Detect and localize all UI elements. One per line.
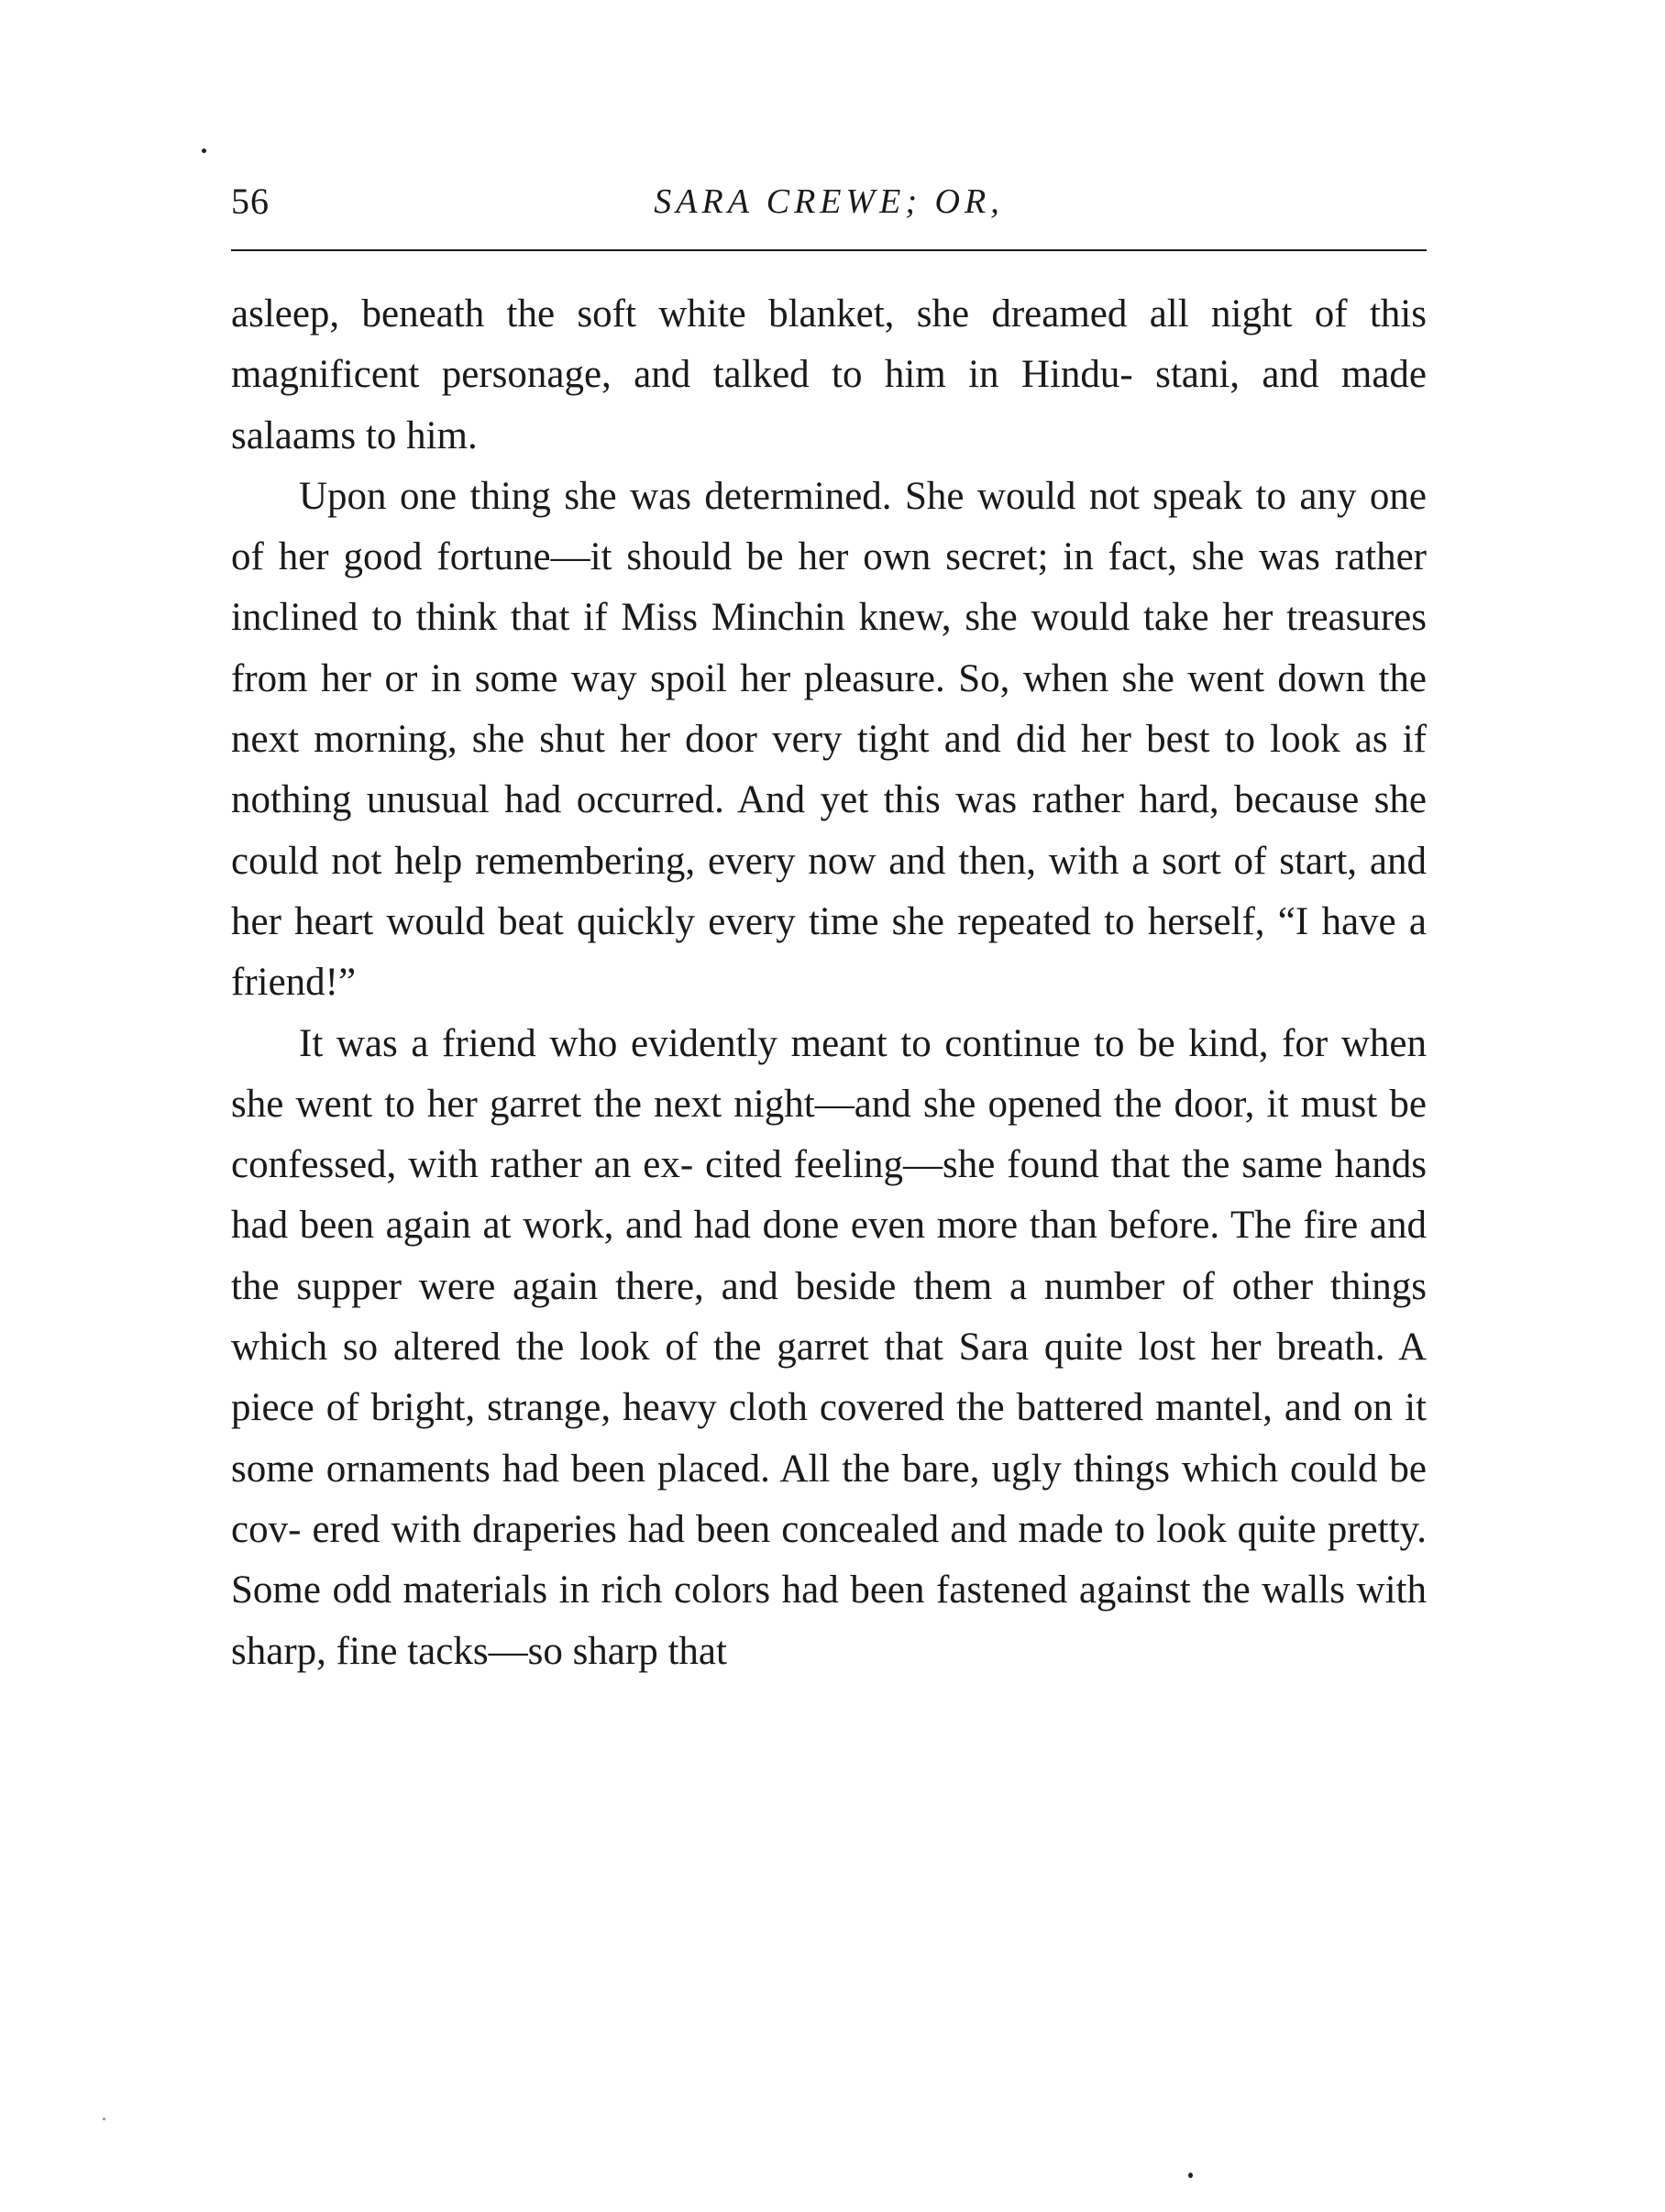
- header-rule: [231, 249, 1427, 251]
- paragraph: It was a friend who evidently meant to continue to be kind, for when she went to her garret the next night—and she opened the door, it must be confessed, with rather an ex- cited feeling—she found that the same hands had been again at work, and had done even more than before. The fire and the supper were again there, and beside them a number of other things which so altered the look of the garret that Sara quite lost her breath. A piece of bright, strange, heavy cloth covered the battered mantel, and on it some ornaments had been placed. All the bare, ugly things which could be cov- ered with draperies had been concealed and made to look quite pretty. Some odd materials in rich colors had been fastened against the walls with sharp, fine tacks—so sharp that: [231, 1021, 1427, 1673]
- running-head: [231, 174, 1427, 229]
- body-text: [231, 284, 1427, 1682]
- scan-speck: [103, 2118, 105, 2120]
- paragraph: Upon one thing she was determined. She would not speak to any one of her good fortune—it should be her own secret; in fact, she was rather inclined to think that if Miss Minchin knew, she would take her treasures from her or in some way spoil her pleasure. So, when she went down the next morning, she shut her door very tight and did her best to look as if nothing unusual had occurred. And yet this was rather hard, because she could not help remembering, every now and then, with a sort of start, and her heart would beat quickly every time she repeated to herself, “I have a friend!”: [231, 474, 1427, 1005]
- scan-speck: [202, 149, 206, 153]
- paragraph-continued: asleep, beneath the soft white blanket, she dreamed all night of this magnificent personage, and talked to him in Hindu- stani, and made salaams to him.: [231, 292, 1427, 457]
- page-number: 56: [231, 181, 270, 222]
- running-title: SARA CREWE; OR,: [654, 182, 1004, 221]
- scan-speck: [1188, 2173, 1193, 2178]
